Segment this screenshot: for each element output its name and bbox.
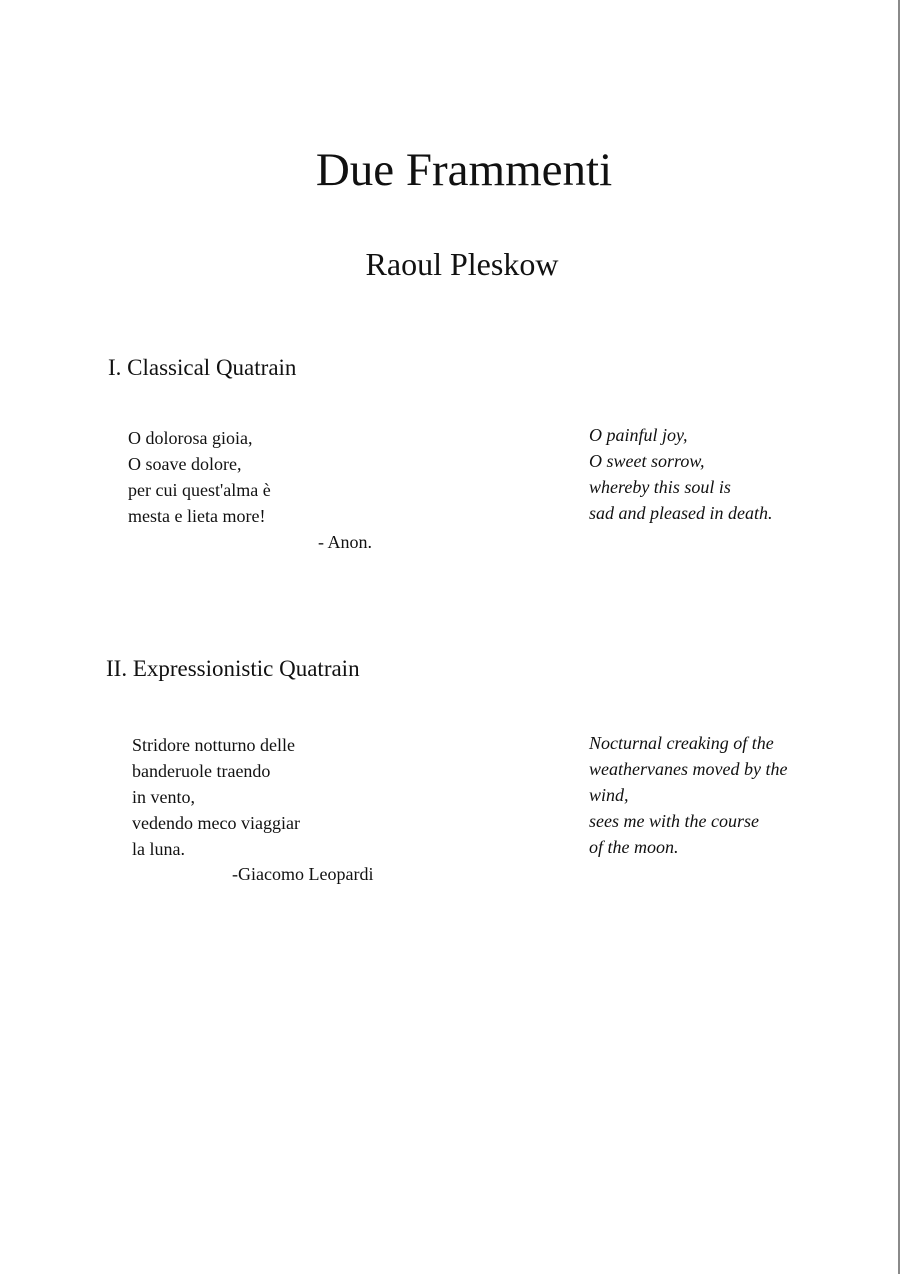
poem-attribution-expressionistic: -Giacomo Leopardi bbox=[232, 864, 374, 884]
poem-translation-expressionistic bbox=[589, 730, 787, 860]
poem-line: O soave dolore, bbox=[128, 454, 242, 474]
poem-attribution-classical: - Anon. bbox=[318, 532, 372, 552]
translation-line: O painful joy, bbox=[589, 425, 688, 445]
translation-line: Nocturnal creaking of the bbox=[589, 733, 774, 753]
translation-line: wind, bbox=[589, 785, 629, 805]
poem-line: banderuole traendo bbox=[132, 761, 271, 781]
poem-line: la luna. bbox=[132, 839, 185, 859]
poem-line: vedendo meco viaggiar bbox=[132, 813, 300, 833]
composer-name: Raoul Pleskow bbox=[365, 246, 559, 282]
poem-line: per cui quest'alma è bbox=[128, 480, 271, 500]
poem-line: Stridore notturno delle bbox=[132, 735, 295, 755]
translation-line: weathervanes moved by the bbox=[589, 759, 788, 779]
section-heading-expressionistic-quatrain: II. Expressionistic Quatrain bbox=[106, 656, 360, 681]
translation-line: sees me with the course bbox=[589, 811, 759, 831]
poem-line: O dolorosa gioia, bbox=[128, 428, 253, 448]
poem-original-expressionistic bbox=[132, 732, 300, 862]
poem-original-classical bbox=[128, 425, 271, 529]
translation-line: sad and pleased in death. bbox=[589, 503, 773, 523]
section-heading-classical-quatrain: I. Classical Quatrain bbox=[108, 355, 297, 380]
poem-line: mesta e lieta more! bbox=[128, 506, 266, 526]
poem-line: in vento, bbox=[132, 787, 195, 807]
poem-translation-classical bbox=[589, 422, 772, 526]
translation-line: O sweet sorrow, bbox=[589, 451, 705, 471]
document-title: Due Frammenti bbox=[315, 144, 613, 196]
translation-line: whereby this soul is bbox=[589, 477, 731, 497]
translation-line: of the moon. bbox=[589, 837, 679, 857]
